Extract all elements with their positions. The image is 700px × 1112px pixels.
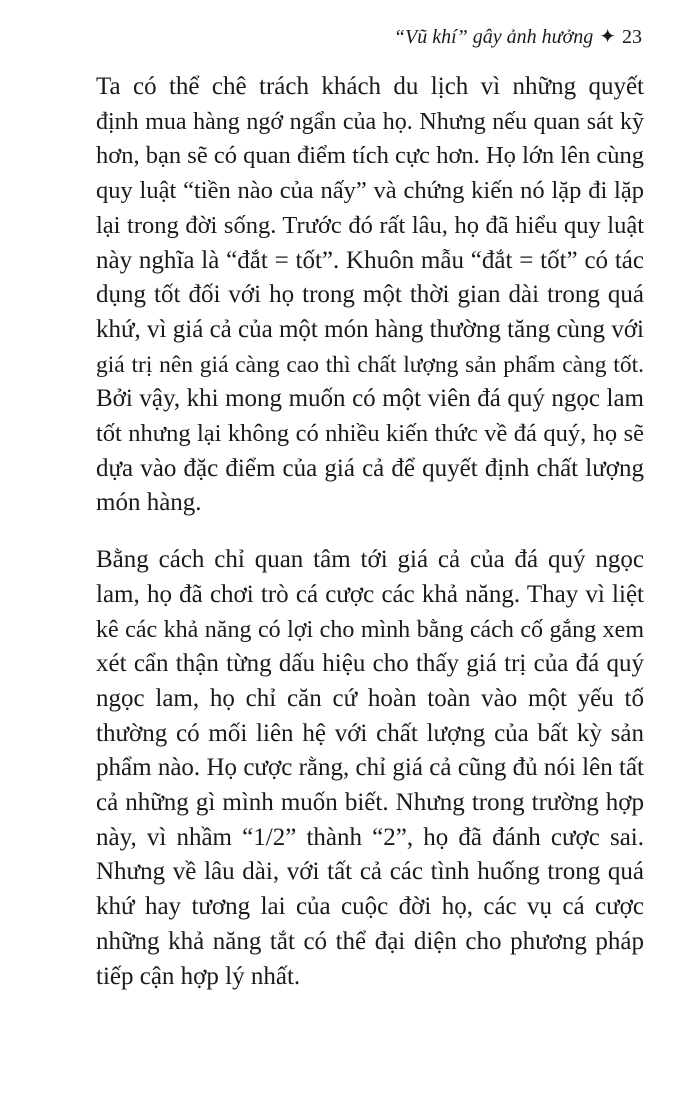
body-text: [96, 70, 644, 994]
text-line: tiếp cận hợp lý nhất.: [96, 962, 301, 990]
chapter-title: “Vũ khí” gây ảnh hưởng: [393, 26, 594, 48]
text-line: khứ hay tương lai của cuộc đời họ, các vụ cá cược: [96, 893, 644, 921]
text-line: những khả năng tắt có thể đại diện cho phương pháp: [96, 927, 644, 955]
text-line: lam, họ đã chơi trò cá cược các khả năng. Thay vì liệt: [96, 580, 644, 608]
text-line: xét cẩn thận từng dấu hiệu cho thấy giá trị của đá quý: [96, 650, 644, 678]
paragraph-1: [96, 70, 644, 521]
page-number: 23: [622, 26, 642, 48]
text-line: quy luật “tiền nào của nấy” và chứng kiến nó lặp đi lặp: [96, 177, 644, 205]
text-line: món hàng.: [96, 489, 202, 517]
text-line: thường có mối liên hệ với chất lượng của bất kỳ sản: [96, 719, 644, 747]
text-line: Bởi vậy, khi mong muốn có một viên đá quý ngọc lam: [96, 385, 644, 413]
text-line: hơn, bạn sẽ có quan điểm tích cực hơn. Họ lớn lên cùng: [96, 142, 644, 170]
text-line: dụng tốt đối với họ trong một thời gian dài trong quá: [96, 281, 644, 309]
text-line: Ta có thể chê trách khách du lịch vì những quyết: [96, 73, 644, 100]
text-line: phẩm nào. Họ cược rằng, chỉ giá cả cũng đủ nói lên tất: [96, 754, 644, 782]
text-line: Bằng cách chỉ quan tâm tới giá cả của đá quý ngọc: [96, 546, 644, 574]
text-line: giá trị nên giá càng cao thì chất lượng sản phẩm càng tốt.: [96, 351, 644, 378]
text-line: Nhưng về lâu dài, với tất cả các tình huống trong quá: [96, 858, 644, 886]
text-line: khứ, vì giá cả của một món hàng thường tăng cùng với: [96, 315, 644, 343]
header-separator-icon: ✦: [599, 26, 616, 48]
text-line: cả những gì mình muốn biết. Nhưng trong trường hợp: [96, 789, 644, 817]
text-line: lại trong đời sống. Trước đó rất lâu, họ đã hiểu quy luật: [96, 211, 644, 239]
text-line: tốt nhưng lại không có nhiều kiến thức về đá quý, họ sẽ: [96, 420, 644, 448]
text-line: định mua hàng ngớ ngẩn của họ. Nhưng nếu quan sát kỹ: [96, 108, 644, 135]
paragraph-2: [96, 543, 644, 994]
text-line: dựa vào đặc điểm của giá cả để quyết định chất lượng: [96, 454, 644, 482]
text-line: ngọc lam, họ chỉ căn cứ hoàn toàn vào một yếu tố: [96, 684, 644, 712]
text-line: kê các khả năng có lợi cho mình bằng cách cố gắng xem: [96, 616, 644, 643]
text-line: này nghĩa là “đắt = tốt”. Khuôn mẫu “đắt = tốt” có tác: [96, 246, 644, 274]
running-header: [394, 24, 642, 49]
text-line: này, vì nhầm “1/2” thành “2”, họ đã đánh cược sai.: [96, 823, 644, 851]
